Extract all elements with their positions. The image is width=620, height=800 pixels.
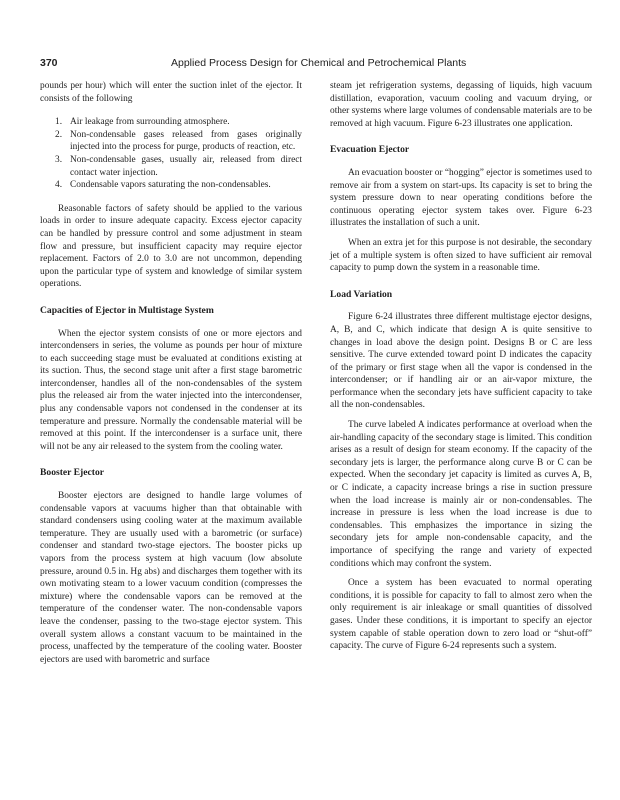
right-column bbox=[330, 80, 592, 653]
list-number: 2. bbox=[55, 129, 63, 140]
running-title: Applied Process Design for Chemical and Petrochemical Plants bbox=[171, 57, 467, 69]
list-item bbox=[40, 116, 302, 129]
list-item bbox=[40, 179, 302, 192]
section-heading-load-variation: Load Variation bbox=[330, 288, 393, 300]
load-variation-paragraph: Figure 6-24 illustrates three different multistage ejector designs, A, B, and C, which indicate that design A is quite sensitive to changes in load above the design point. Designs B or C are less sensitive. The curve extended toward point D indicates the capacity of the primary or first stage when all the vapor is condensed in the intercondenser; or if handling air or an air-vapor mixture, the performance when the secondary jets have sufficient capacity to take all the non-condensables. bbox=[330, 312, 592, 411]
left-column bbox=[40, 80, 302, 666]
list-text: Air leakage from surrounding atmosphere. bbox=[70, 117, 230, 128]
load-variation-paragraph-3: Once a system has been evacuated to normal operating conditions, it is possible for capacity to fall to almost zero when the only requirement is air inleakage or small quantities of dissolved gases. Under these conditions, it is important to specify an ejector system capable of stable operation down to zero load or “shut-off” capacity. The curve of Figure 6-24 represents such a system. bbox=[330, 578, 592, 652]
list-item bbox=[40, 154, 302, 179]
intro-paragraph: pounds per hour) which will enter the suction inlet of the ejector. It consists of the following bbox=[40, 81, 302, 104]
load-variation-paragraph-2: The curve labeled A indicates performance at overload when the air-handling capacity of the secondary stage is limited. This condition arises as a result of design for steam economy. If the capacity of the secondary jets is larger, the performance along curve B or C can be expected. When the secondary jet capacity is limited as curves A, B, or C indicate, a capacity increase brings a rise in suction pressure when the load increase is mainly air or non-condensables. The increase in pressure is less when the load increase is due to condensables. This emphasizes the importance in sizing the secondary jets for ample non-condensable capacity, and the importance of specifying the range and variety of expected conditions which may confront the system. bbox=[330, 420, 592, 569]
continuation-paragraph: steam jet refrigeration systems, degassing of liquids, high vacuum distillation, evaporation, vacuum cooling and vacuum drying, or other systems where large volumes of condensable materials are to be removed at high vacuum. Figure 6-23 illustrates one application. bbox=[330, 81, 592, 129]
section-heading-capacities: Capacities of Ejector in Multistage System bbox=[40, 304, 214, 316]
list-number: 1. bbox=[55, 117, 63, 128]
list-number: 3. bbox=[55, 154, 63, 165]
evacuation-paragraph-2: When an extra jet for this purpose is not desirable, the secondary jet of a multiple system is often sized to have sufficient air removal capacity to pump down the system in a reasonable time. bbox=[330, 237, 592, 274]
load-sources-list bbox=[40, 116, 302, 192]
list-text: Non-condensable gases released from gases originally injected into the process for purge, products of reaction, etc. bbox=[70, 129, 302, 153]
page-number: 370 bbox=[40, 57, 58, 69]
safety-factor-paragraph: Reasonable factors of safety should be applied to the various loads in order to insure adequate capacity. Excess ejector capacity can be handled by pressure control and some adjustment in steam flow and pressure, but insufficient capacity may require ejector replacement. Factors of 2.0 to 3.0 are not uncommon, depending upon the particular type of system and knowledge of similar system operations. bbox=[40, 203, 302, 290]
evacuation-paragraph: An evacuation booster or “hogging” ejector is sometimes used to remove air from a system on start-ups. Its capacity is set to bring the system pressure down to near operating conditions before the continuous operating ejector system takes over. Figure 6-23 illustrates the installation of such a unit. bbox=[330, 167, 592, 229]
list-number: 4. bbox=[55, 180, 63, 191]
list-text: Condensable vapors saturating the non-condensables. bbox=[70, 180, 271, 191]
list-item bbox=[40, 129, 302, 154]
section-heading-booster: Booster Ejector bbox=[40, 467, 105, 479]
capacities-paragraph: When the ejector system consists of one or more ejectors and intercondensers in series, the volume as pounds per hour of mixture to each succeeding stage must be evaluated at conditions existing at its suction. Thus, the second stage unit after a first stage barometric intercondenser, handles all of the non-condensables of the system plus the released air from the water injected into the intercondenser, plus any condensable vapors not condensed in the condenser at its temperature and pressure. Normally the condensable material will be removed at this point. If the intercondenser is a surface unit, there will not be any air released to the system from the cooling water. bbox=[40, 328, 302, 452]
booster-paragraph: Booster ejectors are designed to handle large volumes of condensable vapors at vacuums higher than that obtainable with standard condensers using cooling water at the maximum available temperature. They are usually used with a barometric (or surface) condenser and standard two-stage ejectors. The booster picks up vapors from the process system at high vacuum (low absolute pressure, around 0.5 in. Hg abs) and discharges them together with its own motivating steam to a lower vacuum condition (compresses the mixture) where the condensable vapors can be removed at the temperature of the condenser water. The non-condensable vapors leave the condenser, passing to the two-stage ejector system. This overall system allows a constant vacuum to be maintained in the process, unaffected by the temperature of the cooling water. Booster ejectors are used with barometric and surface bbox=[40, 491, 302, 665]
page-header bbox=[40, 57, 588, 73]
section-heading-evacuation: Evacuation Ejector bbox=[330, 144, 410, 156]
list-text: Non-condensable gases, usually air, released from direct contact water injection. bbox=[70, 154, 302, 178]
